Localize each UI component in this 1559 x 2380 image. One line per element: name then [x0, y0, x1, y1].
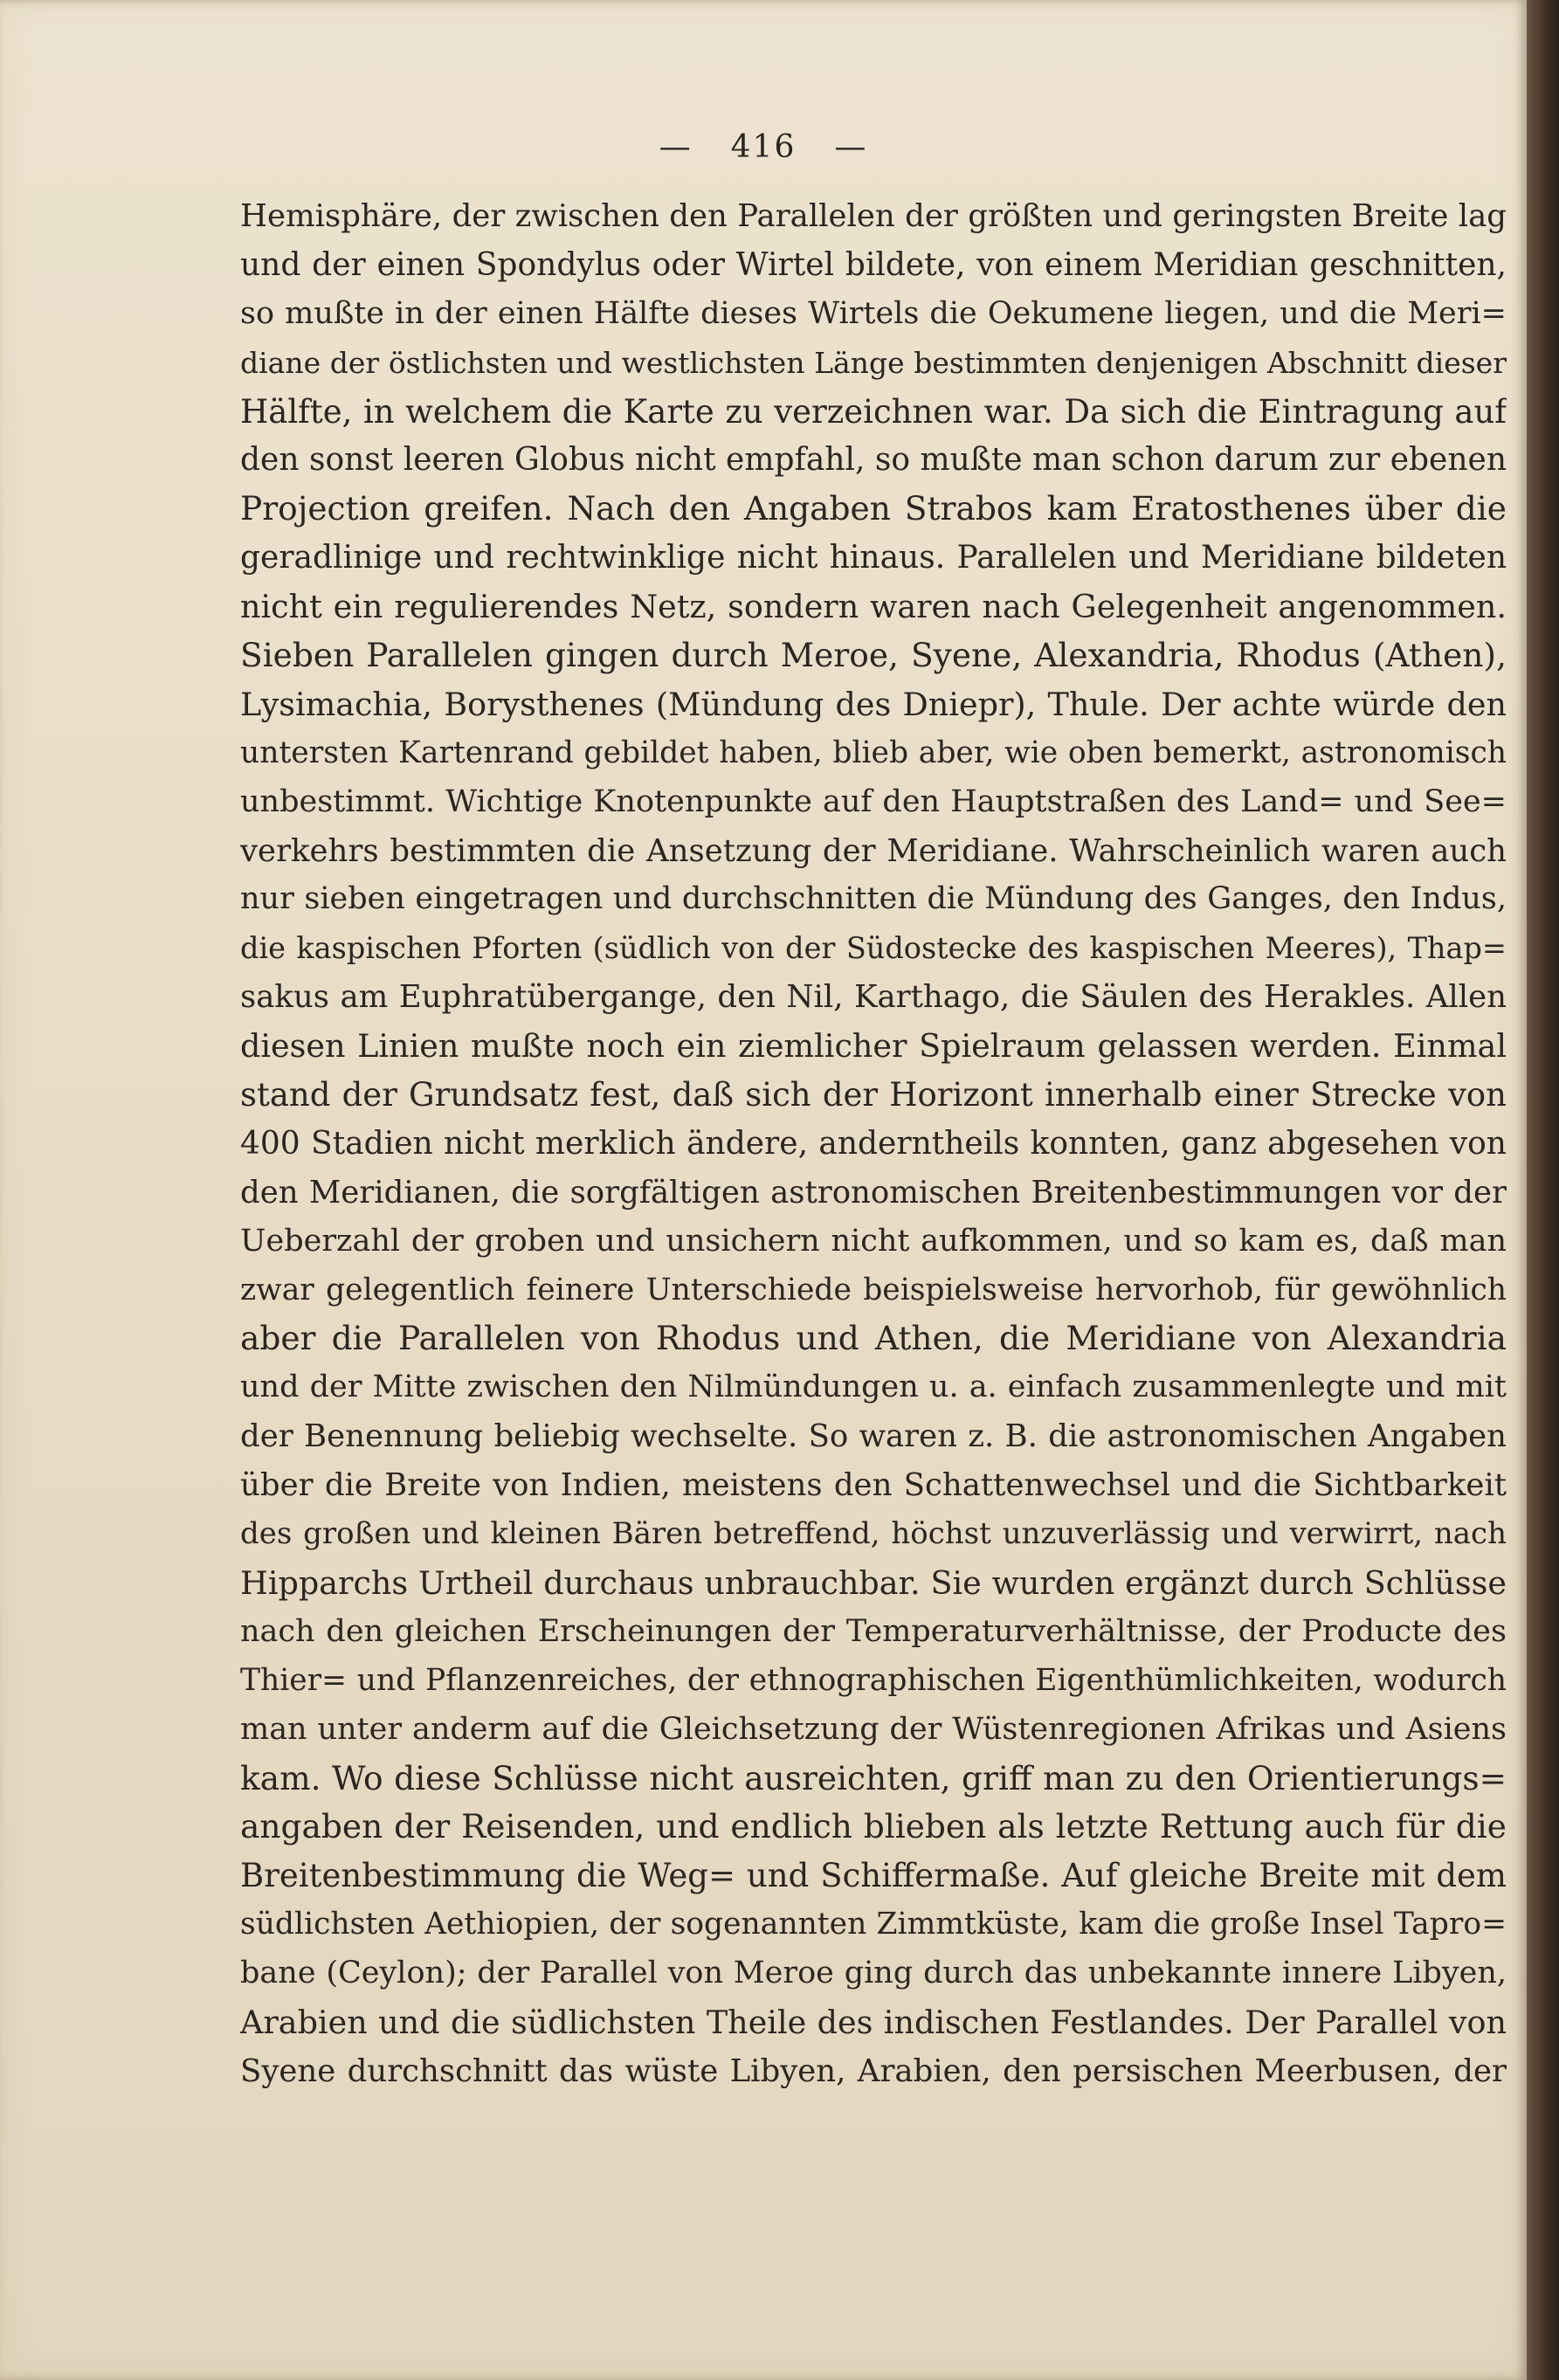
text-line: unbestimmt. Wichtige Knotenpunkte auf den Hauptstraßen des Land= und See=: [240, 783, 1507, 819]
text-line: bane (Ceylon); der Parallel von Meroe ging durch das unbekannte innere Libyen,: [240, 1956, 1507, 1991]
text-line: südlichsten Aethiopien, der sogenannten Zimmtküste, kam die große Insel Tapro=: [240, 1907, 1507, 1942]
text-line: untersten Kartenrand gebildet haben, blieb aber, wie oben bemerkt, astronomisch: [240, 735, 1507, 770]
text-line: geradlinige und rechtwinklige nicht hinaus. Parallelen und Meridiane bildeten: [240, 540, 1507, 576]
text-line: nicht ein regulierendes Netz, sondern waren nach Gelegenheit angenommen.: [240, 588, 1507, 626]
text-line: und der einen Spondylus oder Wirtel bildete, von einem Meridian geschnitten,: [240, 246, 1507, 283]
text-line: aber die Parallelen von Rhodus und Athen, die Meridiane von Alexandria: [240, 1319, 1507, 1358]
text-line: Breitenbestimmung die Weg= und Schiffermaße. Auf gleiche Breite mit dem: [240, 1857, 1507, 1895]
text-line: Arabien und die südlichsten Theile des indischen Festlandes. Der Parallel von: [240, 2003, 1507, 2041]
text-line: Hälfte, in welchem die Karte zu verzeichnen war. Da sich die Eintragung auf: [240, 392, 1507, 431]
text-line: über die Breite von Indien, meistens den Schattenwechsel und die Sichtbarkeit: [240, 1467, 1507, 1504]
text-line: Sieben Parallelen gingen durch Meroe, Syene, Alexandria, Rhodus (Athen),: [240, 636, 1507, 675]
text-line: und der Mitte zwischen den Nilmündungen u. a. einfach zusammenlegte und mit: [240, 1369, 1507, 1405]
text-line: angaben der Reisenden, und endlich blieben als letzte Rettung auch für die: [240, 1807, 1507, 1846]
text-line: kam. Wo diese Schlüsse nicht ausreichten, griff man zu den Orientierungs=: [240, 1758, 1507, 1797]
text-line: der Benennung beliebig wechselte. So waren z. B. die astronomischen Angaben: [240, 1418, 1507, 1455]
text-line: Hipparchs Urtheil durchaus unbrauchbar. Sie wurden ergänzt durch Schlüsse: [240, 1563, 1507, 1602]
text-line: 400 Stadien nicht merklich ändere, anderntheils konnten, ganz abgesehen von: [240, 1125, 1507, 1162]
page-number-dash-right: —: [834, 129, 868, 165]
text-line: zwar gelegentlich feinere Unterschiede beispielsweise hervorhob, für gewöhnlich: [240, 1272, 1507, 1307]
text-line: des großen und kleinen Bären betreffend, höchst unzuverlässig und verwirrt, nach: [240, 1516, 1507, 1552]
page-number-dash-left: —: [659, 129, 693, 165]
text-line: Hemisphäre, der zwischen den Parallelen der größten und geringsten Breite lag: [240, 198, 1507, 234]
text-line: Projection greifen. Nach den Angaben Strabos kam Eratosthenes über die: [240, 489, 1507, 528]
text-line: nur sieben eingetragen und durchschnitten die Mündung des Ganges, den Indus,: [240, 881, 1507, 917]
text-line: diane der östlichsten und westlichsten Länge bestimmten denjenigen Abschnitt dieser: [240, 345, 1507, 380]
text-line: verkehrs bestimmten die Ansetzung der Meridiane. Wahrscheinlich waren auch: [240, 832, 1507, 869]
text-line: man unter anderm auf die Gleichsetzung der Wüstenregionen Afrikas und Asiens: [240, 1711, 1507, 1747]
text-line: den sonst leeren Globus nicht empfahl, so mußte man schon darum zur ebenen: [240, 442, 1507, 479]
page-number-value: 416: [730, 129, 797, 165]
text-line: Syene durchschnitt das wüste Libyen, Arabien, den persischen Meerbusen, der: [240, 2052, 1507, 2089]
page-number: [0, 129, 1527, 165]
text-line: stand der Grundsatz fest, daß sich der Horizont innerhalb einer Strecke von: [240, 1076, 1507, 1114]
text-line: diesen Linien mußte noch ein ziemlicher Spielraum gelassen werden. Einmal: [240, 1027, 1507, 1066]
body-text: [240, 192, 1507, 2096]
text-line: so mußte in der einen Hälfte dieses Wirtels die Oekumene liegen, und die Meri=: [240, 295, 1507, 331]
text-line: Thier= und Pflanzenreiches, der ethnographischen Eigenthümlichkeiten, wodurch: [240, 1662, 1507, 1698]
text-line: Ueberzahl der groben und unsichern nicht aufkommen, und so kam es, daß man: [240, 1223, 1507, 1259]
text-line: Lysimachia, Borysthenes (Mündung des Dniepr), Thule. Der achte würde den: [240, 685, 1507, 723]
text-line: sakus am Euphratübergange, den Nil, Karthago, die Säulen des Herakles. Allen: [240, 979, 1507, 1016]
book-spine-edge: [1527, 0, 1559, 2380]
text-line: den Meridianen, die sorgfältigen astronomischen Breitenbestimmungen vor der: [240, 1174, 1507, 1211]
text-line: nach den gleichen Erscheinungen der Temperaturverhältnisse, der Producte des: [240, 1613, 1507, 1649]
text-line: die kaspischen Pforten (südlich von der Südostecke des kaspischen Meeres), Thap=: [240, 931, 1507, 966]
